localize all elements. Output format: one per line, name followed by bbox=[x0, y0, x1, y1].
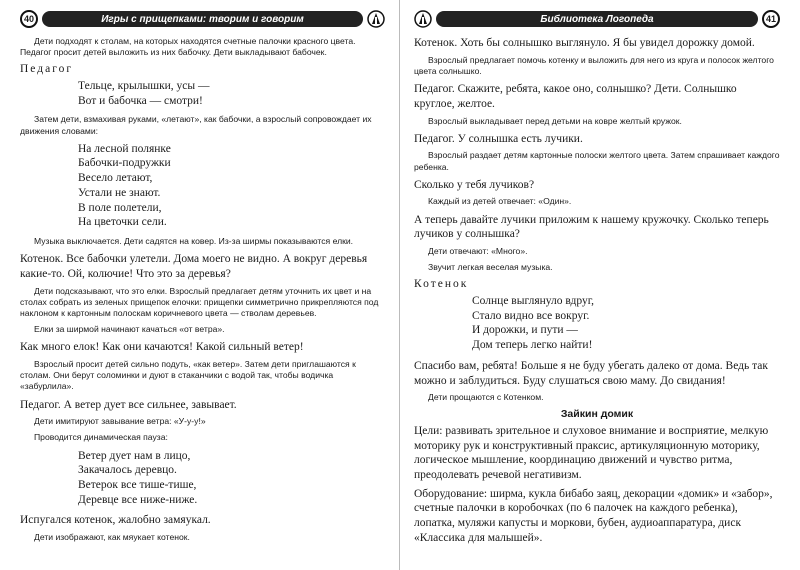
left-page-header bbox=[20, 8, 385, 30]
verse-line: Устали не знают. bbox=[78, 186, 161, 199]
dialogue-line: А теперь давайте лучики приложим к нашему кружочку. Сколько теперь лучиков у солнышка? bbox=[414, 213, 769, 241]
verse-line: Тельце, крылышки, усы — bbox=[78, 79, 210, 92]
dialogue-line: Котенок. Все бабочки улетели. Дома моего не видно. А вокруг деревья какие-то. Ой, колючие! Что это за деревья? bbox=[20, 253, 368, 280]
verse-line: Солнце выглянуло вдруг, bbox=[472, 294, 595, 307]
stage-direction: Дети подходят к столам, на которых находятся счетные палочки красного цвета. Педагог просит детей выложить из них бабочку. Дети выкладывают бабочек. bbox=[20, 36, 356, 58]
verse-line: В поле полетели, bbox=[78, 201, 162, 214]
dialogue-line: Котенок. Хоть бы солнышко выглянуло. Я бы увидел дорожку домой. bbox=[414, 37, 755, 49]
speaker-name: Котенок bbox=[414, 278, 469, 291]
stage-direction: Елки за ширмой начинают качаться «от ветра». bbox=[34, 324, 225, 335]
right-page-text bbox=[414, 36, 780, 546]
verse-block bbox=[78, 142, 385, 230]
verse-line: Бабочки-подружки bbox=[78, 157, 171, 170]
running-header: Библиотека Логопеда bbox=[436, 11, 758, 27]
verse-line: Весело летают, bbox=[78, 172, 153, 185]
dialogue-line: Педагог. У солнышка есть лучики. bbox=[414, 132, 583, 145]
verse-line: Закачалось деревцо. bbox=[78, 464, 177, 477]
dialogue-line: Спасибо вам, ребята! Больше я не буду убегать далеко от дома. Ведь так можно и заблудиться. Буду слушаться свою маму. До свидания! bbox=[414, 359, 768, 387]
verse-line: И дорожки, и пути — bbox=[472, 324, 578, 337]
stage-direction: Взрослый раздает детям картонные полоски желтого цвета. Затем спрашивает каждого ребенка. bbox=[414, 150, 780, 172]
stage-direction: Дети имитируют завывание ветра: «У-у-у!» bbox=[34, 416, 206, 427]
stage-direction: Музыка выключается. Дети садятся на ковер. Из-за ширмы показываются елки. bbox=[34, 236, 354, 246]
stage-direction: Дети отвечают: «Много». bbox=[428, 246, 528, 257]
section-heading: Зайкин домик bbox=[560, 408, 634, 421]
dialogue-line: Сколько у тебя лучиков? bbox=[414, 178, 535, 191]
page-number: 41 bbox=[762, 10, 780, 28]
stage-direction: Проводится динамическая пауза: bbox=[34, 432, 168, 443]
stage-direction: Затем дети, взмахивая руками, «летают», как бабочки, а взрослый сопровождает их движения словами: bbox=[20, 114, 372, 136]
verse-line: Стало видно все вокруг. bbox=[472, 309, 590, 322]
verse-line: Дом теперь легко найти! bbox=[472, 339, 593, 352]
running-header: Игры с прищепками: творим и говорим bbox=[42, 11, 363, 27]
speaker-name: Педагог bbox=[20, 63, 74, 76]
stage-direction: Взрослый предлагает помочь котенку и выложить для него из круга и полосок желтого цвета солнышко. bbox=[414, 54, 774, 76]
stage-direction: Каждый из детей отвечает: «Один». bbox=[428, 196, 572, 207]
verse-line: Вот и бабочка — смотри! bbox=[78, 94, 203, 107]
book-logo-icon bbox=[414, 10, 432, 28]
verse-block bbox=[472, 294, 780, 353]
verse-line: На лесной полянке bbox=[78, 142, 171, 155]
stage-direction: Взрослый выкладывает перед детьми на ковре желтый кружок. bbox=[428, 115, 682, 126]
stage-direction: Звучит легкая веселая музыка. bbox=[428, 262, 553, 273]
right-page bbox=[400, 0, 800, 570]
stage-direction: Взрослый просит детей сильно подуть, «как ветер». Затем дети приглашаются к столам. Они берут соломинки и дуют в стаканчики с водой так, чтобы водичка «забурлила». bbox=[20, 359, 356, 392]
verse-line: Ветер дует нам в лицо, bbox=[78, 449, 191, 462]
dialogue-line: Испугался котенок, жалобно замяукал. bbox=[20, 514, 211, 527]
verse-block bbox=[78, 449, 385, 508]
right-page-header bbox=[414, 8, 780, 30]
verse-line: Ветерок все тише-тише, bbox=[78, 479, 197, 492]
stage-direction: Дети изображают, как мяукает котенок. bbox=[34, 532, 190, 543]
stage-direction: Дети прощаются с Котенком. bbox=[428, 392, 544, 403]
stage-direction: Дети подсказывают, что это елки. Взрослый предлагает детям уточнить их цвет и на столах собрать из зеленых прищепок елочки: прищепки симметрично прикрепляются под наклоном к картонным полоскам коричневого цвета — стволам деревьев. bbox=[20, 285, 379, 318]
book-logo-icon bbox=[367, 10, 385, 28]
verse-line: Деревце все ниже-ниже. bbox=[78, 493, 198, 506]
verse-line: На цветочки сели. bbox=[78, 216, 167, 229]
dialogue-line: Педагог. Скажите, ребята, какое оно, солнышко? Дети. Солнышко круглое, желтое. bbox=[414, 83, 737, 110]
page-number: 40 bbox=[20, 10, 38, 28]
dialogue-line: Цели: развивать зрительное и слуховое внимание и восприятие, мелкую моторику рук и конструктивный праксис, артикуляционную моторику, логическое мышление, координацию движений и чувство ритма, преодолевать речевой негативизм. bbox=[414, 424, 769, 481]
dialogue-line: Оборудование: ширма, кукла бибабо заяц, декорации «домик» и «забор», счетные палочки в коробочках (по 6 палочек на каждого ребенка), лопатка, муляжи капусты и моркови, бубен, аудиоаппаратура, диск «Классика для малышей». bbox=[414, 487, 773, 544]
verse-block bbox=[78, 79, 385, 108]
dialogue-line: Как много елок! Как они качаются! Какой сильный ветер! bbox=[20, 341, 304, 354]
dialogue-line: Педагог. А ветер дует все сильнее, завывает. bbox=[20, 398, 237, 411]
left-page-text bbox=[20, 36, 385, 543]
